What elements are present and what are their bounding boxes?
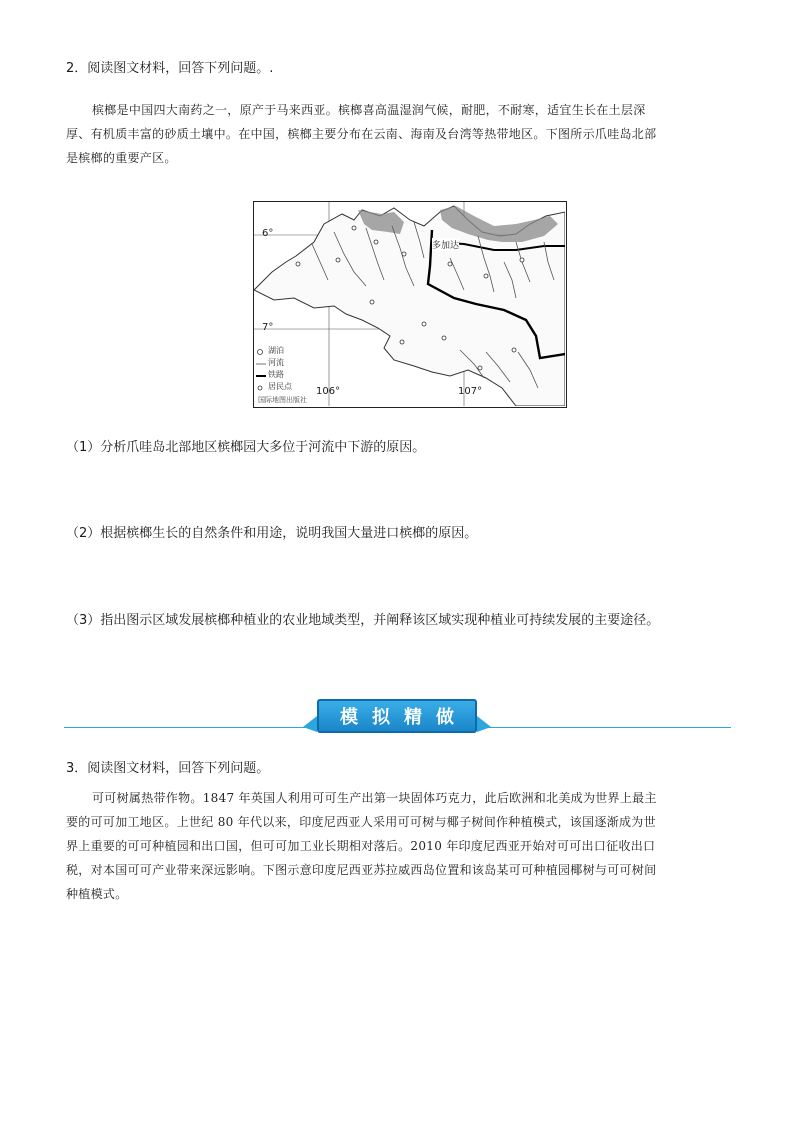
banner-left-wing-icon <box>303 716 317 732</box>
sub-question-3: （3）指出图示区域发展槟榔种植业的农业地域类型，并阐释该区域实现种植业可持续发展的主要途径。 <box>66 613 660 628</box>
question-3-title: 3．阅读图文材料，回答下列问题。 <box>66 761 270 776</box>
material-line: 界上重要的可可种植园和出口国，但可可加工业长期相对落后。2010 年印度尼西亚开始对可可出口征收出口 <box>66 839 656 853</box>
sub-question-1: （1）分析爪哇岛北部地区槟榔园大多位于河流中下游的原因。 <box>66 440 426 455</box>
material-line: 厚、有机质丰富的砂质土壤中。在中国，槟榔主要分布在云南、海南及台湾等热带地区。下图所示爪哇岛北部 <box>66 127 657 141</box>
material-line: 槟榔是中国四大南药之一，原产于马来西亚。槟榔喜高温湿润气候，耐肥，不耐寒，适宜生长在土层深 <box>92 103 646 117</box>
material-line: 税，对本国可可产业带来深远影响。下图示意印度尼西亚苏拉威西岛位置和该岛某可可种植园椰树与可可树间 <box>66 863 657 877</box>
map-legend <box>256 350 266 391</box>
legend-labels <box>268 345 292 393</box>
banner-rule-right <box>485 727 731 728</box>
lon-label-106: 106° <box>316 386 341 397</box>
lat-label-6: 6° <box>262 228 274 239</box>
legend-river: 河流 <box>268 358 284 367</box>
lon-label-107: 107° <box>458 386 483 397</box>
sub-question-2: （2）根据槟榔生长的自然条件和用途，说明我国大量进口槟榔的原因。 <box>66 526 478 541</box>
java-north-map <box>253 201 567 408</box>
question-2-title: 2．阅读图文材料，回答下列问题。. <box>66 61 274 76</box>
legend-railway: 铁路 <box>268 370 284 379</box>
city-label: 多加达 <box>432 238 459 251</box>
map-source-note: 国际地图出版社 <box>258 396 307 404</box>
legend-lake: 湖泊 <box>268 346 284 355</box>
section-banner-label: 模拟精做 <box>340 707 468 728</box>
banner-right-wing-icon <box>477 716 491 732</box>
legend-settlement: 居民点 <box>268 382 292 391</box>
material-line: 可可树属热带作物。1847 年英国人利用可可生产出第一块固体巧克力，此后欧洲和北美成为世界上最主 <box>92 791 657 805</box>
section-banner <box>317 699 477 733</box>
lat-label-7: 7° <box>262 322 274 333</box>
banner-rule-left <box>64 727 309 728</box>
question-2-material <box>66 98 732 170</box>
material-line: 种植模式。 <box>66 887 128 901</box>
map-drawing <box>254 202 565 406</box>
question-3-material <box>66 786 732 906</box>
material-line: 要的可可加工地区。上世纪 80 年代以来，印度尼西亚人采用可可树与椰子树间作种植模式，该国逐渐成为世 <box>66 815 656 829</box>
material-line: 是槟榔的重要产区。 <box>66 151 177 165</box>
